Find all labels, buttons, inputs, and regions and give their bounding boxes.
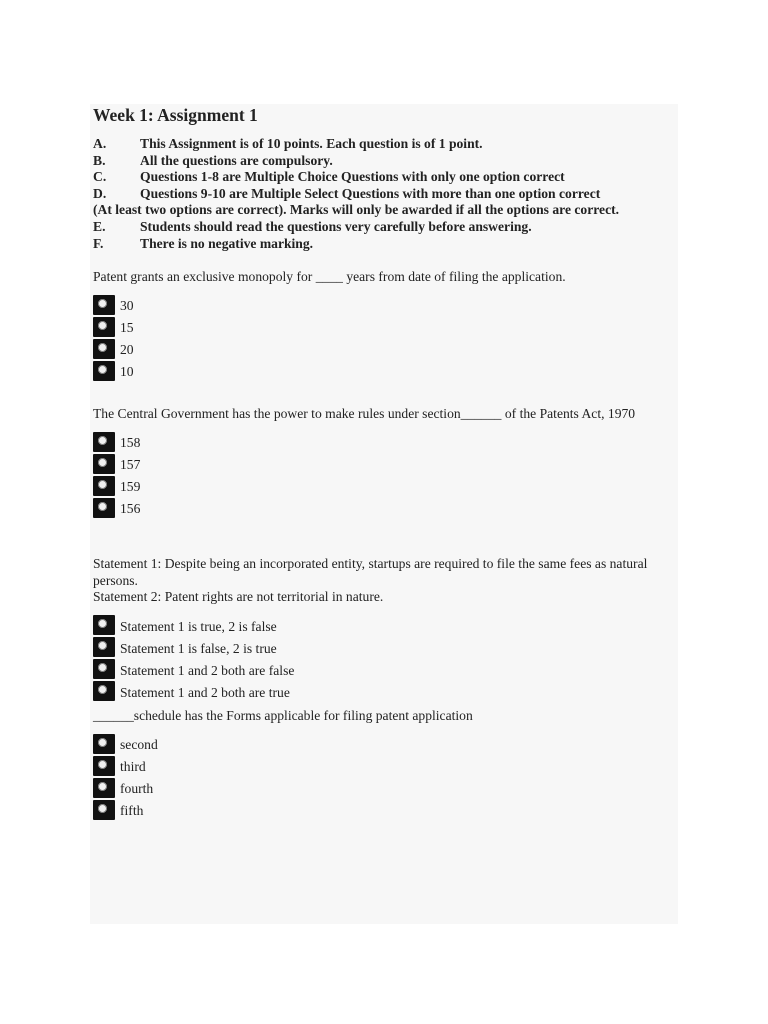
option-item[interactable] [93, 316, 673, 338]
instruction-text: There is no negative marking. [140, 235, 314, 251]
option-item[interactable] [93, 431, 673, 453]
options-list [93, 431, 673, 519]
instruction-item [93, 136, 673, 153]
instruction-text: Questions 1-8 are Multiple Choice Questions with only one option correct [140, 169, 565, 185]
document-content [93, 104, 673, 821]
instruction-item [93, 236, 673, 253]
option-label: 30 [120, 298, 134, 314]
option-item[interactable] [93, 475, 673, 497]
options-list [93, 614, 673, 702]
instruction-text: All the questions are compulsory. [140, 152, 333, 168]
instruction-letter: D. [93, 185, 107, 201]
options-list [93, 294, 673, 382]
option-item[interactable] [93, 614, 673, 636]
option-label: 10 [120, 364, 134, 380]
option-label: 159 [120, 479, 141, 495]
radio-icon[interactable] [93, 734, 115, 754]
option-label: 156 [120, 501, 141, 517]
question-text: Statement 1: Despite being an incorporated entity, startups are required to file the same fees as natural persons. [93, 555, 648, 588]
instruction-letter: A. [93, 136, 107, 151]
instruction-text: This Assignment is of 10 points. Each question is of 1 point. [140, 136, 483, 151]
option-label: 157 [120, 457, 141, 473]
option-item[interactable] [93, 497, 673, 519]
instruction-text: Questions 9-10 are Multiple Select Questions with more than one option correct [140, 185, 601, 201]
page-title: Week 1: Assignment 1 [93, 105, 258, 125]
instruction-item [93, 153, 673, 170]
option-label: 15 [120, 320, 134, 336]
radio-icon[interactable] [93, 454, 115, 474]
radio-icon[interactable] [93, 361, 115, 381]
option-label: 158 [120, 435, 141, 451]
instruction-letter: B. [93, 152, 106, 168]
instruction-item [93, 186, 673, 203]
radio-icon[interactable] [93, 800, 115, 820]
option-label: 20 [120, 342, 134, 358]
option-label: Statement 1 and 2 both are false [120, 662, 295, 678]
option-item[interactable] [93, 777, 673, 799]
radio-icon[interactable] [93, 295, 115, 315]
option-item[interactable] [93, 733, 673, 755]
radio-icon[interactable] [93, 317, 115, 337]
option-item[interactable] [93, 799, 673, 821]
question-block [93, 556, 673, 702]
option-item[interactable] [93, 680, 673, 702]
question-block [93, 269, 673, 382]
option-item[interactable] [93, 636, 673, 658]
option-label: second [120, 737, 158, 753]
option-item[interactable] [93, 453, 673, 475]
option-item[interactable] [93, 294, 673, 316]
radio-icon[interactable] [93, 637, 115, 657]
instruction-item [93, 169, 673, 186]
option-item[interactable] [93, 338, 673, 360]
radio-icon[interactable] [93, 615, 115, 635]
option-item[interactable] [93, 755, 673, 777]
radio-icon[interactable] [93, 432, 115, 452]
question-text: ______schedule has the Forms applicable for filing patent application [93, 708, 473, 724]
instruction-letter: E. [93, 218, 106, 234]
question-text: Patent grants an exclusive monopoly for ____ years from date of filing the application. [93, 269, 566, 285]
option-label: Statement 1 is false, 2 is true [120, 640, 277, 656]
option-item[interactable] [93, 360, 673, 382]
option-label: Statement 1 and 2 both are true [120, 684, 290, 700]
radio-icon[interactable] [93, 476, 115, 496]
instruction-continuation: (At least two options are correct). Marks will only be awarded if all the options are correct. [93, 202, 620, 218]
radio-icon[interactable] [93, 681, 115, 701]
option-item[interactable] [93, 658, 673, 680]
instruction-item [93, 219, 673, 236]
instruction-letter: F. [93, 235, 104, 251]
radio-icon[interactable] [93, 339, 115, 359]
instruction-text: Students should read the questions very carefully before answering. [140, 218, 532, 234]
question-block [93, 406, 673, 519]
option-label: third [120, 759, 146, 775]
question-block [93, 708, 673, 821]
radio-icon[interactable] [93, 756, 115, 776]
option-label: fifth [120, 803, 144, 819]
radio-icon[interactable] [93, 659, 115, 679]
options-list [93, 733, 673, 821]
radio-icon[interactable] [93, 498, 115, 518]
option-label: Statement 1 is true, 2 is false [120, 618, 277, 634]
radio-icon[interactable] [93, 778, 115, 798]
option-label: fourth [120, 781, 154, 797]
question-text: Statement 2: Patent rights are not territorial in nature. [93, 589, 384, 605]
instruction-letter: C. [93, 169, 107, 185]
question-text: The Central Government has the power to make rules under section______ of the Patents Act, 1970 [93, 405, 636, 421]
instructions-list [93, 136, 673, 252]
